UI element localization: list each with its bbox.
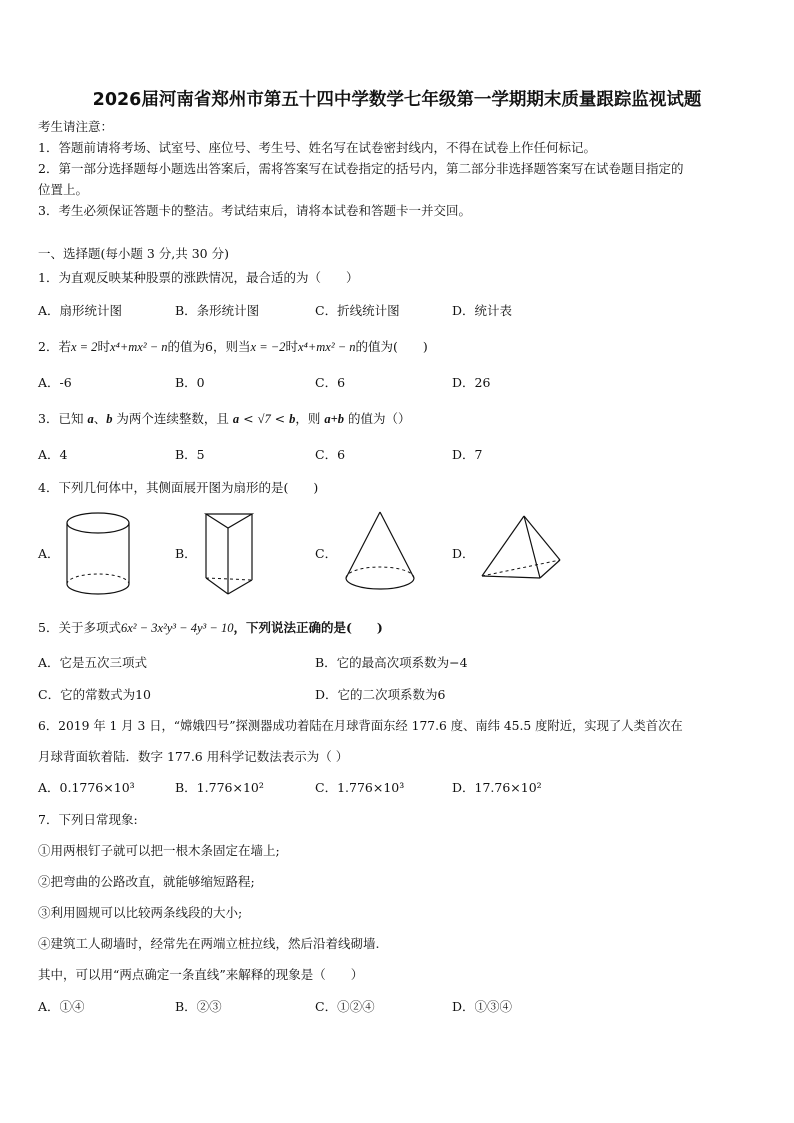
q4-option-c[interactable]: C． — [315, 546, 338, 561]
q5-option-c[interactable]: C．它的常数式为10 — [38, 687, 151, 702]
q3-option-a[interactable]: A．4 — [38, 447, 68, 462]
q3-math: b — [106, 412, 113, 426]
q3-text: 为两个连续整数，且 — [112, 411, 233, 426]
q2-text: 的值为6，则当 — [167, 339, 251, 354]
q7-option-a[interactable]: A．①④ — [38, 999, 85, 1014]
q7-item: ②把弯曲的公路改直，就能够缩短路程; — [38, 874, 255, 889]
q2-option-c[interactable]: C．6 — [315, 375, 346, 390]
q3-math: b — [289, 412, 296, 426]
q5-option-d[interactable]: D．它的二次项系数为6 — [315, 687, 446, 702]
q7-item: ①用两根钉子就可以把一根木条固定在墙上; — [38, 843, 280, 858]
q3-math: a+b — [324, 412, 344, 426]
question-4-stem: 4．下列几何体中，其侧面展开图为扇形的是( ) — [38, 480, 319, 495]
cone-figure — [340, 508, 420, 598]
q7-option-b[interactable]: B．②③ — [175, 999, 222, 1014]
q2-text: 2．若 — [38, 339, 71, 354]
q3-text: < — [270, 411, 290, 426]
q5-math: 6x² − 3x²y³ − 4y³ − 10 — [120, 621, 234, 635]
q3-text: ，则 — [295, 411, 325, 426]
q7-option-d[interactable]: D．①③④ — [452, 999, 513, 1014]
q7-item: ④建筑工人砌墙时，经常先在两端立桩拉线，然后沿着线砌墙. — [38, 936, 380, 951]
q2-math: x⁴+mx² − n — [109, 340, 168, 354]
tetrahedron-figure — [478, 512, 564, 584]
q7-question: 其中，可以用“两点确定一条直线”来解释的现象是（ ） — [38, 967, 364, 982]
q2-math: x = −2 — [250, 340, 286, 354]
triangular-prism-figure — [200, 508, 260, 600]
page-title: 2026届河南省郑州市第五十四中学数学七年级第一学期期末质量跟踪监视试题 — [92, 90, 702, 110]
question-3-stem — [38, 411, 410, 427]
question-2-stem — [38, 339, 428, 355]
q4-option-a[interactable]: A． — [38, 546, 60, 561]
q2-text: 时 — [97, 339, 110, 354]
q2-option-b[interactable]: B．0 — [175, 375, 205, 390]
q7-item: ③利用圆规可以比较两条线段的大小; — [38, 905, 243, 920]
q1-option-c[interactable]: C．折线统计图 — [315, 303, 400, 318]
question-5-stem — [38, 620, 383, 636]
notice-item: 1．答题前请将考场、试室号、座位号、考生号、姓名写在试卷密封线内，不得在试卷上作任何标记。 — [38, 140, 596, 155]
q2-option-d[interactable]: D．26 — [452, 375, 491, 390]
q3-text: 的值为（） — [343, 411, 411, 426]
notice-item: 位置上。 — [38, 182, 89, 197]
notice-item: 3．考生必须保证答题卡的整洁。考试结束后，请将本试卷和答题卡一并交回。 — [38, 203, 471, 218]
q6-option-d[interactable]: D．17.76×10² — [452, 780, 542, 795]
q7-option-c[interactable]: C．①②④ — [315, 999, 375, 1014]
q3-text: < — [239, 411, 258, 426]
notice-item: 2．第一部分选择题每小题选出答案后，需将答案写在试卷指定的括号内，第二部分非选择题答案写在试卷题目指定的 — [38, 161, 684, 176]
notice-heading: 考生请注意： — [38, 119, 114, 134]
q4-option-b[interactable]: B． — [175, 546, 197, 561]
q2-text: 时 — [285, 339, 298, 354]
q5-option-b[interactable]: B．它的最高次项系数为−4 — [315, 655, 468, 670]
q5-text: ，下列说法正确的是( ) — [233, 620, 383, 635]
q1-option-d[interactable]: D．统计表 — [452, 303, 513, 318]
q3-option-d[interactable]: D．7 — [452, 447, 483, 462]
q6-option-a[interactable]: A．0.1776×10³ — [38, 780, 135, 795]
q6-option-b[interactable]: B．1.776×10² — [175, 780, 264, 795]
q3-option-b[interactable]: B．5 — [175, 447, 205, 462]
q2-math: x = 2 — [70, 340, 98, 354]
q4-option-d[interactable]: D． — [452, 546, 475, 561]
q2-option-a[interactable]: A．-6 — [38, 375, 72, 390]
q5-option-a[interactable]: A．它是五次三项式 — [38, 655, 148, 670]
question-6-line2: 月球背面软着陆．数字 177.6 用科学记数法表示为（ ） — [38, 749, 349, 764]
q3-text: 、 — [93, 411, 107, 426]
cylinder-figure — [60, 511, 136, 597]
q3-math: √7 — [257, 412, 271, 426]
q1-option-a[interactable]: A．扇形统计图 — [38, 303, 123, 318]
q3-option-c[interactable]: C．6 — [315, 447, 346, 462]
q3-math: a — [232, 412, 240, 426]
q2-math: x⁴+mx² − n — [297, 340, 356, 354]
q6-option-c[interactable]: C．1.776×10³ — [315, 780, 405, 795]
q5-text: 5．关于多项式 — [38, 620, 121, 635]
q3-text: 3．已知 — [38, 411, 88, 426]
q3-math: a — [87, 412, 94, 426]
q1-option-b[interactable]: B．条形统计图 — [175, 303, 260, 318]
q2-text: 的值为( ) — [355, 339, 428, 354]
question-1-stem: 1．为直观反映某种股票的涨跌情况，最合适的为（ ） — [38, 270, 359, 285]
question-6-line1: 6．2019 年 1 月 3 日，“嫦娥四号”探测器成功着陆在月球背面东经 177.6 度、南纬 45.5 度附近，实现了人类首次在 — [38, 719, 683, 733]
section-heading: 一、选择题(每小题 3 分,共 30 分) — [38, 246, 229, 261]
question-7-stem: 7．下列日常现象: — [38, 812, 138, 827]
